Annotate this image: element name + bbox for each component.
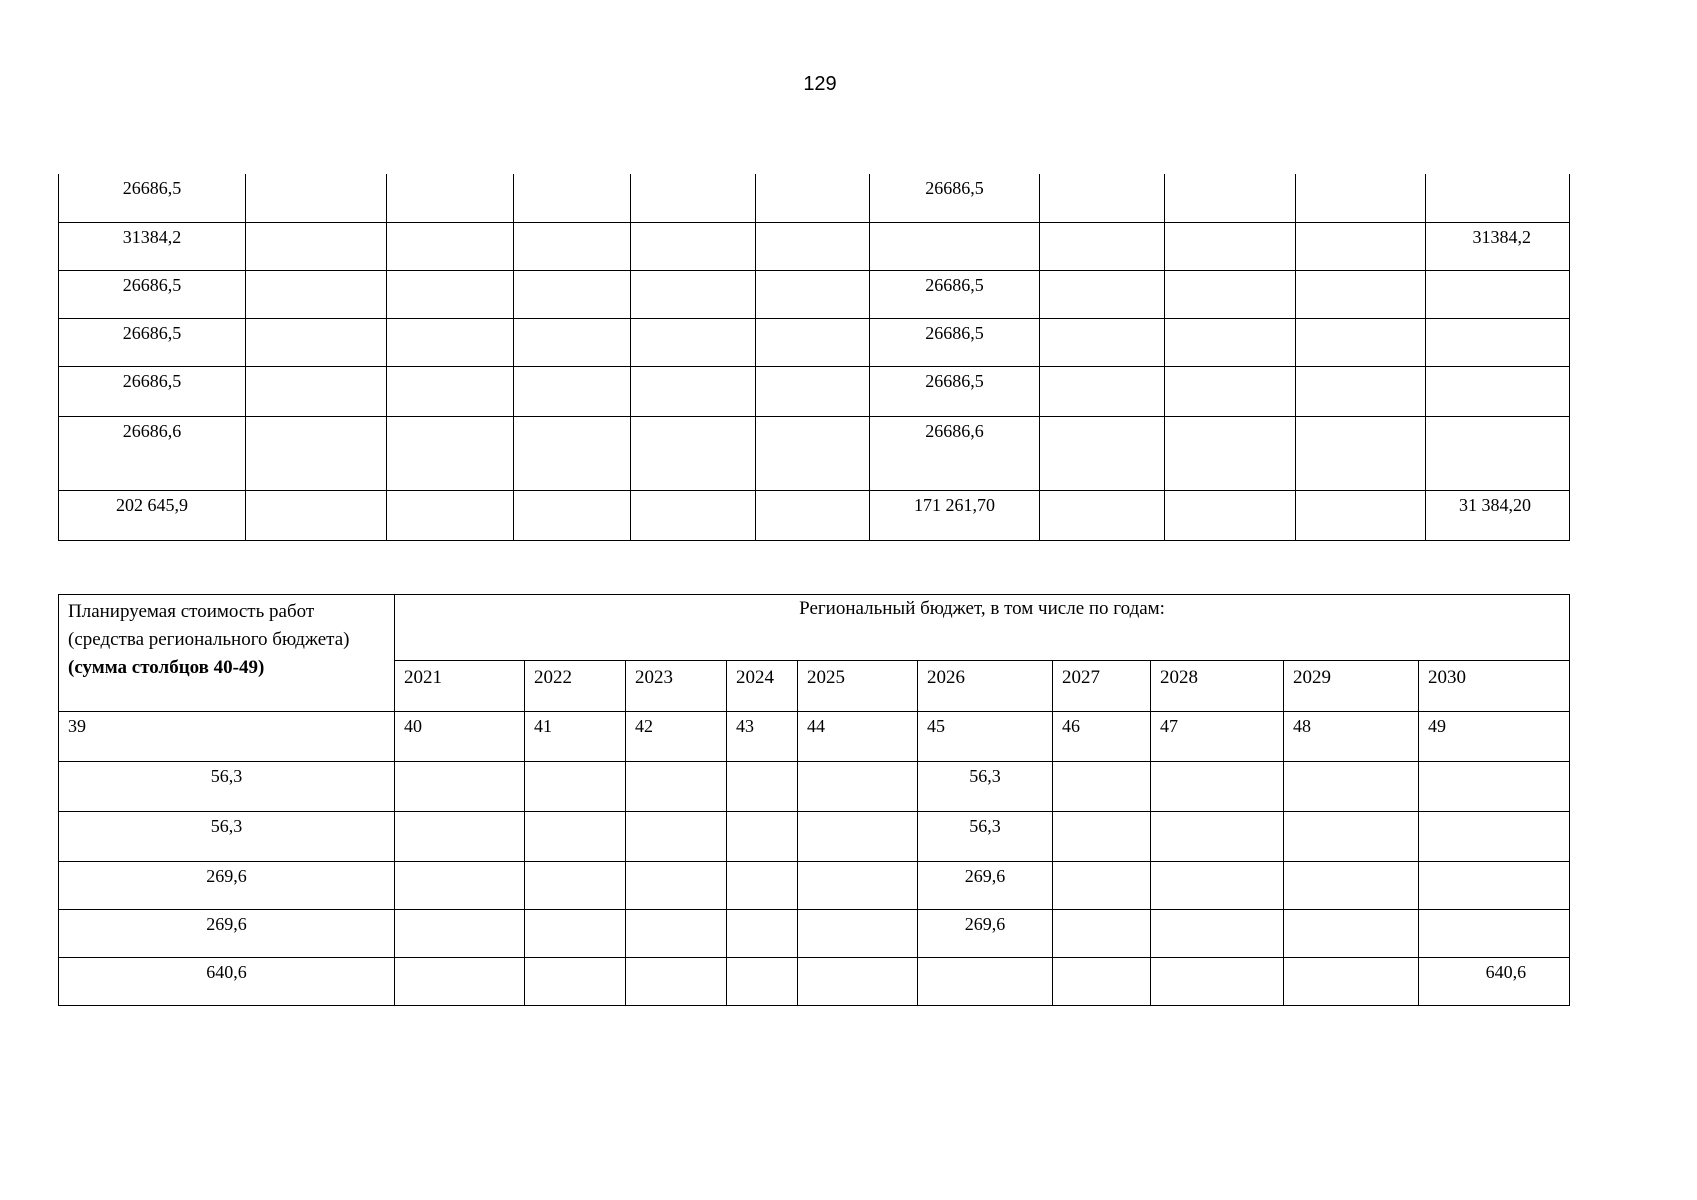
table-cell: [395, 762, 525, 812]
table-cell: [626, 862, 727, 910]
table-cell: [387, 366, 514, 416]
table-cell: 26686,5: [870, 366, 1040, 416]
table-cell: [395, 862, 525, 910]
table-cell: [514, 222, 631, 270]
table-cell: [798, 762, 918, 812]
table-cell: [246, 416, 387, 490]
table-cell: [1296, 270, 1426, 318]
column-number-cell: 41: [525, 712, 626, 762]
table-cell: [626, 958, 727, 1006]
table-cell: [631, 318, 756, 366]
table-cell: [1165, 174, 1296, 222]
table-cell: 640,6: [59, 958, 395, 1006]
table-cell: [626, 910, 727, 958]
table-cell: [1040, 174, 1165, 222]
table-cell: [756, 366, 870, 416]
table-cell: [387, 222, 514, 270]
table-cell: [798, 958, 918, 1006]
table-cell: [1053, 812, 1151, 862]
table-cell: [387, 490, 514, 540]
table-cell: [626, 762, 727, 812]
table-row: [59, 416, 1570, 490]
table-cell: 31 384,20: [1426, 490, 1570, 540]
table-cell: [1040, 366, 1165, 416]
table-cell: [798, 862, 918, 910]
table-cell: 31384,2: [1426, 222, 1570, 270]
table-row: [59, 910, 1570, 958]
year-header-cell: 2023: [626, 661, 727, 712]
table-cell: [395, 910, 525, 958]
column-number-cell: 46: [1053, 712, 1151, 762]
table-cell: [1040, 270, 1165, 318]
table-cell: [631, 366, 756, 416]
table-cell: 171 261,70: [870, 490, 1040, 540]
column-number-cell: 42: [626, 712, 727, 762]
table-row: [59, 762, 1570, 812]
table-cell: 269,6: [59, 862, 395, 910]
table-cell: 269,6: [918, 862, 1053, 910]
table-row: [59, 812, 1570, 862]
table-cell: [514, 174, 631, 222]
column-number-cell: 47: [1151, 712, 1284, 762]
table-cell: [631, 222, 756, 270]
table-cell: [1040, 222, 1165, 270]
column-number-cell: 39: [59, 712, 395, 762]
table-row: [59, 366, 1570, 416]
table-cell: 26686,5: [59, 318, 246, 366]
table-cell: 26686,6: [870, 416, 1040, 490]
table-cell: [727, 762, 798, 812]
table-cell: [1284, 910, 1419, 958]
table-cell: 31384,2: [59, 222, 246, 270]
planned-cost-header-sum: (сумма столбцов 40-49): [68, 657, 265, 678]
table-cell: [1053, 762, 1151, 812]
table-cell: [387, 270, 514, 318]
top-table: [58, 174, 1570, 541]
table-cell: 56,3: [918, 762, 1053, 812]
table-cell: [1426, 416, 1570, 490]
table-cell: [727, 862, 798, 910]
table-cell: [1165, 222, 1296, 270]
table-cell: 56,3: [918, 812, 1053, 862]
table-cell: [1040, 416, 1165, 490]
table-row: [59, 270, 1570, 318]
year-header-cell: 2030: [1419, 661, 1570, 712]
table-cell: [1165, 270, 1296, 318]
year-header-cell: 2029: [1284, 661, 1419, 712]
table-cell: [246, 222, 387, 270]
column-number-cell: 43: [727, 712, 798, 762]
table-cell: 26686,5: [59, 174, 246, 222]
table-cell: [756, 490, 870, 540]
table-cell: [1040, 490, 1165, 540]
table-cell: [631, 270, 756, 318]
table-cell: 202 645,9: [59, 490, 246, 540]
column-number-cell: 45: [918, 712, 1053, 762]
table-cell: 640,6: [1419, 958, 1570, 1006]
table-cell: [1284, 862, 1419, 910]
table-row: [59, 174, 1570, 222]
table-cell: [1053, 958, 1151, 1006]
table-cell: [1284, 762, 1419, 812]
table-cell: [1053, 910, 1151, 958]
table-cell: [727, 958, 798, 1006]
table-cell: [1296, 222, 1426, 270]
table-cell: 26686,5: [870, 318, 1040, 366]
table-cell: [1040, 318, 1165, 366]
table-cell: [727, 812, 798, 862]
table-cell: [1296, 318, 1426, 366]
table-cell: [1419, 812, 1570, 862]
planned-cost-header: [59, 595, 395, 712]
table-cell: [1165, 366, 1296, 416]
table-cell: [631, 416, 756, 490]
table-cell: [525, 812, 626, 862]
table-cell: [1165, 490, 1296, 540]
table-cell: [1053, 862, 1151, 910]
table-row: [59, 222, 1570, 270]
table-cell: [514, 416, 631, 490]
year-header-cell: 2026: [918, 661, 1053, 712]
table-cell: [1165, 318, 1296, 366]
table-cell: [1151, 958, 1284, 1006]
table-cell: 269,6: [918, 910, 1053, 958]
table-cell: [1151, 812, 1284, 862]
table-cell: [514, 270, 631, 318]
table-cell: [1151, 862, 1284, 910]
table-cell: [1284, 812, 1419, 862]
table-cell: [525, 910, 626, 958]
table-cell: 56,3: [59, 762, 395, 812]
table-cell: [246, 366, 387, 416]
table-cell: [525, 958, 626, 1006]
table-cell: [870, 222, 1040, 270]
year-header-cell: 2024: [727, 661, 798, 712]
table-cell: [1426, 270, 1570, 318]
table-cell: 26686,5: [870, 174, 1040, 222]
year-header-cell: 2028: [1151, 661, 1284, 712]
table-cell: [756, 318, 870, 366]
table-cell: [1426, 318, 1570, 366]
table-cell: [514, 318, 631, 366]
table-cell: 26686,6: [59, 416, 246, 490]
table-cell: [631, 174, 756, 222]
bottom-table: [58, 594, 1570, 1006]
table-cell: [798, 910, 918, 958]
table-cell: [798, 812, 918, 862]
table-cell: [918, 958, 1053, 1006]
table-cell: [1296, 490, 1426, 540]
table-cell: [756, 270, 870, 318]
year-header-cell: 2022: [525, 661, 626, 712]
column-number-cell: 40: [395, 712, 525, 762]
table-cell: [246, 490, 387, 540]
table-cell: [387, 318, 514, 366]
year-header-cell: 2021: [395, 661, 525, 712]
table-cell: 26686,5: [59, 366, 246, 416]
table-cell: [246, 318, 387, 366]
table-cell: [1296, 416, 1426, 490]
table-cell: 56,3: [59, 812, 395, 862]
year-header-cell: 2025: [798, 661, 918, 712]
table-cell: [756, 416, 870, 490]
table-row: [59, 318, 1570, 366]
page-number: 129: [803, 73, 837, 95]
table-cell: [525, 762, 626, 812]
column-number-cell: 44: [798, 712, 918, 762]
table-cell: [1419, 762, 1570, 812]
table-cell: [631, 490, 756, 540]
column-number-cell: 49: [1419, 712, 1570, 762]
table-cell: [1296, 174, 1426, 222]
table-cell: [756, 174, 870, 222]
table-cell: [1419, 910, 1570, 958]
column-number-cell: 48: [1284, 712, 1419, 762]
table-cell: 26686,5: [59, 270, 246, 318]
table-cell: 269,6: [59, 910, 395, 958]
table-cell: [246, 174, 387, 222]
table-cell: [514, 366, 631, 416]
table-cell: [1165, 416, 1296, 490]
table-cell: [1426, 174, 1570, 222]
table-cell: [525, 862, 626, 910]
table-cell: [395, 812, 525, 862]
table-cell: [395, 958, 525, 1006]
year-header-cell: 2027: [1053, 661, 1151, 712]
column-numbers-row: [59, 712, 1570, 762]
table-cell: [1151, 910, 1284, 958]
table-cell: [246, 270, 387, 318]
regional-budget-header: Региональный бюджет, в том числе по годам:: [395, 595, 1570, 661]
table-cell: [514, 490, 631, 540]
table-cell: [1284, 958, 1419, 1006]
table-row: [59, 958, 1570, 1006]
table-cell: [756, 222, 870, 270]
table-cell: [1419, 862, 1570, 910]
table-cell: [387, 416, 514, 490]
table-cell: [1426, 366, 1570, 416]
planned-cost-header-text: Планируемая стоимость работ (средства регионального бюджета): [68, 601, 350, 650]
table-row: [59, 490, 1570, 540]
table-cell: 26686,5: [870, 270, 1040, 318]
table-cell: [387, 174, 514, 222]
table-cell: [626, 812, 727, 862]
table-cell: [727, 910, 798, 958]
table-cell: [1151, 762, 1284, 812]
table-cell: [1296, 366, 1426, 416]
table-row: [59, 862, 1570, 910]
